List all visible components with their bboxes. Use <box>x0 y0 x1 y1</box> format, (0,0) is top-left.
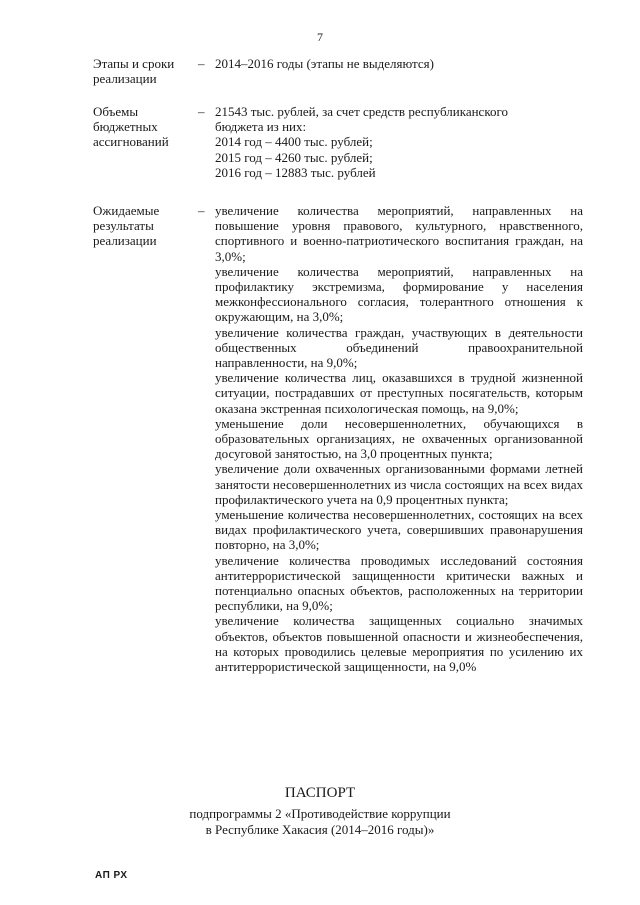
result-item: уменьшение доли несовершеннолетних, обучающихся в образовательных организациях, не охваченных организованной досуговой занятостью, на 3,0 процентных пункта; <box>215 415 583 462</box>
passport-title: ПАСПОРТ <box>284 785 356 801</box>
label-line: Этапы и сроки <box>93 56 175 71</box>
label-line: ассигнований <box>93 134 169 150</box>
label-line: результаты <box>93 218 154 234</box>
row-content <box>215 56 583 71</box>
row-label <box>93 104 193 150</box>
label-line: реализации <box>93 233 157 249</box>
content-line: 2014–2016 годы (этапы не выделяются) <box>215 56 434 71</box>
result-item: уменьшение количества несовершеннолетних, состоящих на всех видах профилактического учета, совершивших правонарушения повторно, на 3,0%; <box>215 507 583 553</box>
row-content <box>215 104 583 180</box>
result-item: увеличение количества мероприятий, направленных на повышение уровня правового, культурного, нравственного, спортивного и военно-патриотического воспитания граждан, на 3,0%; <box>215 203 583 264</box>
result-item: увеличение количества граждан, участвующих в деятельности общественных объединений правоохранительной направленности, на 9,0%; <box>215 324 583 371</box>
passport-subtitle-line1: подпрограммы 2 «Противодействие коррупции <box>189 806 451 821</box>
row-label <box>93 56 193 86</box>
content-line: 21543 тыс. рублей, за счет средств республиканского <box>215 104 508 119</box>
passport-subtitle-line2: в Республике Хакасия (2014–2016 годы)» <box>205 822 435 837</box>
dash: – <box>198 56 205 71</box>
dash: – <box>198 104 205 119</box>
label-line: Объемы <box>93 104 139 119</box>
dash: – <box>198 203 205 218</box>
row-content <box>215 203 583 674</box>
page-number: 7 <box>317 30 323 44</box>
footer-mark: АП РХ <box>95 870 128 881</box>
label-line: бюджетных <box>93 119 158 135</box>
label-line: реализации <box>93 71 157 87</box>
result-item: увеличение доли охваченных организованными формами летней занятости несовершеннолетних из числа состоящих на всех видах профилактического учета на 0,9 процентных пункта; <box>215 461 583 507</box>
result-item: увеличение количества мероприятий, направленных на профилактику экстремизма, формирование у населения межконфессионального согласия, толерантного отношения к окружающим, на 3,0%; <box>215 263 583 325</box>
result-item: увеличение количества лиц, оказавшихся в трудной жизненной ситуации, пострадавших от преступных посягательств, которым оказана экстренная психологическая помощь, на 9,0%; <box>215 370 583 416</box>
content-line: 2015 год – 4260 тыс. рублей; <box>215 149 373 165</box>
result-item: увеличение количества защищенных социально значимых объектов, объектов повышенной опасности и жизнеобеспечения, на которых проводились целевые мероприятия по усилению их антитеррористической защищенности, на 9,0% <box>215 613 583 675</box>
content-line: 2016 год – 12883 тыс. рублей <box>215 164 376 180</box>
row-label <box>93 203 193 249</box>
content-line: бюджета из них: <box>215 119 307 135</box>
content-line: 2014 год – 4400 тыс. рублей; <box>215 134 373 150</box>
label-line: Ожидаемые <box>93 203 160 218</box>
result-item: увеличение количества проводимых исследований состояния антитеррористической защищенности критически важных и потенциально опасных объектов, расположенных на территории республики, на 9,0%; <box>215 552 583 614</box>
